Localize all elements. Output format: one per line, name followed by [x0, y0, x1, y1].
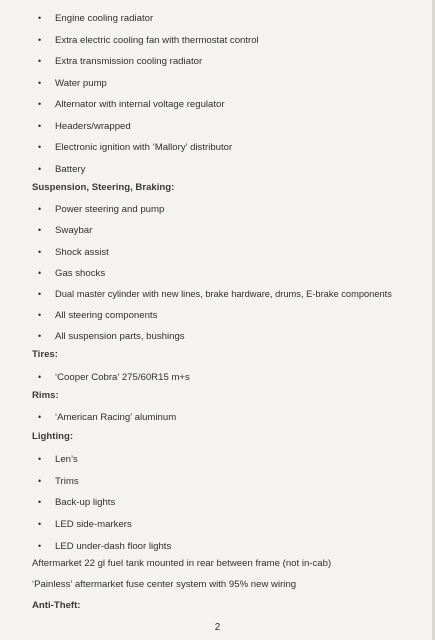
- bullet: •: [38, 289, 42, 299]
- list-item: • ‘American Racing’ aluminum: [38, 412, 177, 423]
- list-item: • Headers/wrapped: [38, 121, 131, 132]
- list-item: • All suspension parts, bushings: [38, 331, 185, 342]
- bullet: •: [38, 99, 42, 109]
- bullet: •: [38, 476, 42, 486]
- section-heading-suspension: Suspension, Steering, Braking:: [32, 182, 175, 193]
- list-item: • Trims: [38, 476, 79, 487]
- bullet: •: [38, 412, 42, 422]
- bullet: •: [38, 225, 42, 235]
- bullet: •: [38, 164, 42, 174]
- list-item: • Len’s: [38, 454, 78, 465]
- page-number: 2: [214, 622, 221, 633]
- list-item: • Extra transmission cooling radiator: [38, 56, 203, 67]
- bullet: •: [38, 372, 42, 382]
- bullet: •: [38, 247, 42, 257]
- list-item: • ‘Cooper Cobra’ 275/60R15 m+s: [38, 372, 190, 383]
- list-item: • Extra electric cooling fan with thermostat control: [38, 35, 259, 46]
- bullet: •: [38, 454, 42, 464]
- section-heading-tires: Tires:: [32, 349, 58, 360]
- bullet: •: [38, 497, 42, 507]
- list-item: • Gas shocks: [38, 268, 106, 279]
- bullet: •: [38, 13, 42, 23]
- list-item: • Shock assist: [38, 247, 109, 258]
- bullet: •: [38, 310, 42, 320]
- list-item: • All steering components: [38, 310, 158, 321]
- bullet: •: [38, 204, 42, 214]
- list-item: • LED under-dash floor lights: [38, 541, 172, 552]
- bullet: •: [38, 519, 42, 529]
- bullet: •: [38, 121, 42, 131]
- bullet: •: [38, 78, 42, 88]
- list-item: • Power steering and pump: [38, 204, 165, 215]
- list-item: • Alternator with internal voltage regulator: [38, 99, 225, 110]
- list-item: • LED side-markers: [38, 519, 132, 530]
- bullet: •: [38, 331, 42, 341]
- paragraph-fuel-tank: Aftermarket 22 gl fuel tank mounted in rear between frame (not in-cab): [32, 558, 332, 569]
- bullet: •: [38, 142, 42, 152]
- list-item: • Back-up lights: [38, 497, 116, 508]
- section-heading-anti-theft: Anti-Theft:: [32, 600, 81, 611]
- bullet: •: [38, 541, 42, 551]
- section-heading-lighting: Lighting:: [32, 431, 74, 442]
- bullet: •: [38, 35, 42, 45]
- bullet: •: [38, 56, 42, 66]
- paragraph-fuse-center: ‘Painless’ aftermarket fuse center system with 95% new wiring: [32, 579, 297, 590]
- bullet: •: [38, 268, 42, 278]
- list-item: • Water pump: [38, 78, 107, 89]
- list-item: • Electronic ignition with ‘Mallory’ distributor: [38, 142, 233, 153]
- list-item: • Battery: [38, 164, 86, 175]
- list-item: • Swaybar: [38, 225, 93, 236]
- list-item: • Engine cooling radiator: [38, 13, 154, 24]
- section-heading-rims: Rims:: [32, 390, 59, 401]
- list-item: • Dual master cylinder with new lines, brake hardware, drums, E-brake components: [38, 289, 392, 299]
